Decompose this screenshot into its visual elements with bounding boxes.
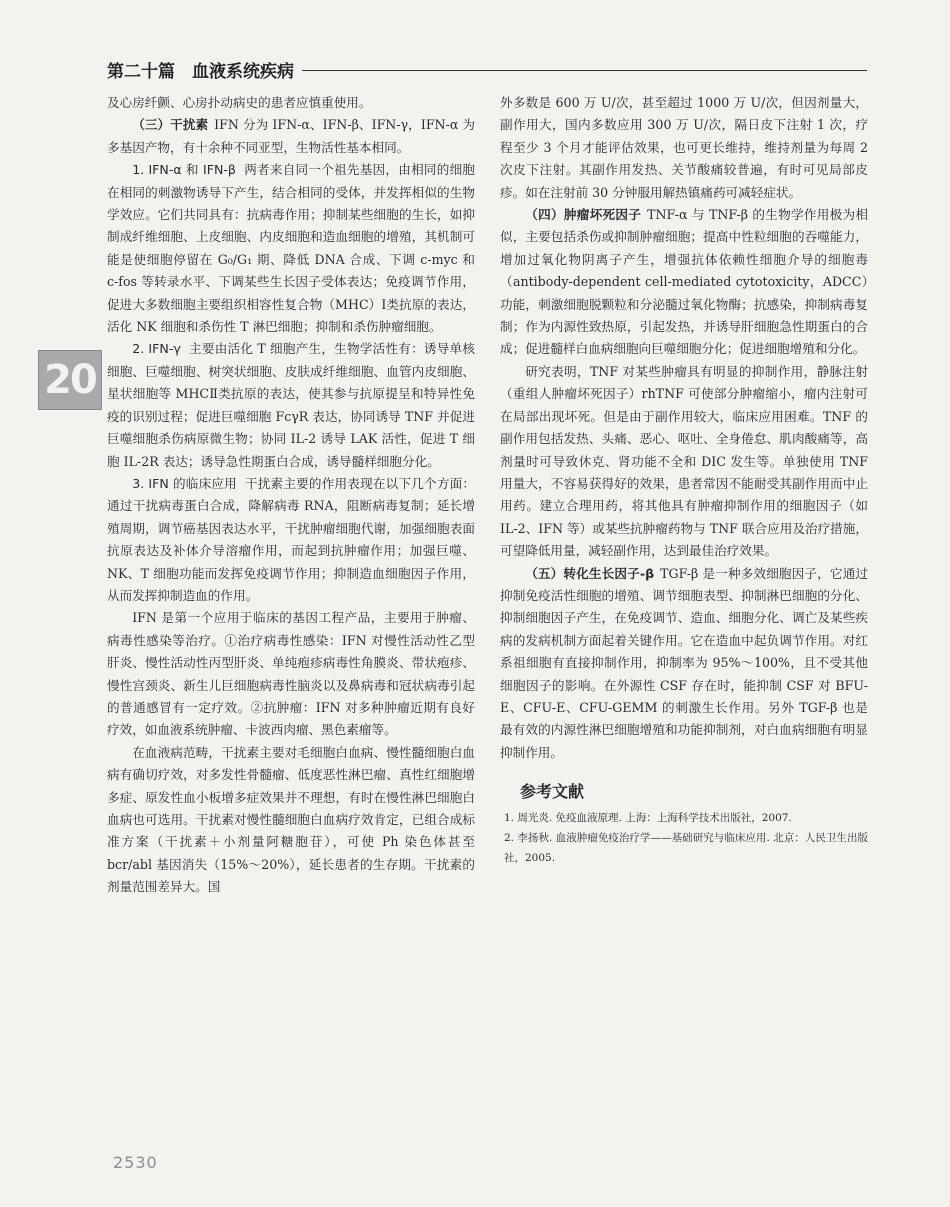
chapter-tab: 20: [38, 350, 102, 410]
page-header: [107, 56, 867, 82]
section-title: 第二十篇 血液系统疾病: [107, 61, 294, 82]
subsection-heading: （四）肿瘤坏死因子: [525, 207, 642, 223]
subsection-heading: （五）转化生长因子-β: [525, 565, 655, 581]
right-column: [500, 92, 868, 868]
paragraph: （四）肿瘤坏死因子 TNF-α 与 TNF-β 的生物学作用极为相似，主要包括杀伤或抑制肿瘤细胞；提高中性粒细胞的吞噬能力，增加过氧化物阴离子产生，增强抗体依赖性细胞介导的细胞毒（antibody-dependent cell-mediated cytotoxicity，ADCC）功能，刺激细胞脱颗粒和分泌髓过氧化物酶；抗感染，抑制病毒复制；作为内源性致热原，引起发热，并诱导肝细胞急性期蛋白的合成；促进髓样白血病细胞向巨噬细胞分化；促进细胞增殖和分化。: [500, 207, 868, 357]
left-column: [107, 92, 475, 899]
reference-item: 2. 李扬秋. 血液肿瘤免疫治疗学——基础研究与临床应用. 北京：人民卫生出版社，2005.: [504, 832, 868, 865]
subsection-heading: 2. IFN-γ: [132, 341, 181, 357]
paragraph: 研究表明，TNF 对某些肿瘤具有明显的抑制作用，静脉注射（重组人肿瘤坏死因子）rhTNF 可使部分肿瘤缩小，瘤内注射可在局部出现坏死。但是由于副作用较大，临床应用困难。TNF 的副作用包括发热、头痛、恶心、呕吐、全身倦怠、肌肉酸痛等，高剂量时可导致休克、肾功能不全和 DIC 发生等。单独使用 TNF 用量大，不容易获得好的效果，患者常因不能耐受其副作用而中止用药。建立合理用药，将其他具有肿瘤抑制作用的细胞因子（如 IL-2、IFN 等）或某些抗肿瘤药物与 TNF 联合应用及治疗措施，可望降低用量，减轻副作用，达到最佳治疗效果。: [500, 363, 868, 559]
paragraph: 在血液病范畴，干扰素主要对毛细胞白血病、慢性髓细胞白血病有确切疗效，对多发性骨髓瘤、低度恶性淋巴瘤、真性红细胞增多症、原发性血小板增多症效果并不理想，有时在慢性淋巴细胞白血病也可选用。干扰素对慢性髓细胞白血病疗效肯定，已组合成标准方案（干扰素＋小剂量阿糖胞苷），可使 Ph 染色体甚至 bcr/abl 基因消失（15%～20%），延长患者的生存期。干扰素的剂量范围差异大。国: [107, 744, 475, 895]
subsection-heading: 1. IFN-α 和 IFN-β: [132, 162, 236, 178]
paragraph: 1. IFN-α 和 IFN-β 两者来自同一个祖先基因，由相同的细胞在相同的刺激物诱导下产生，结合相同的受体，并发挥相似的生物学效应。它们共同具有：抗病毒作用；抑制某些细胞的生长，如抑制成纤维细胞、上皮细胞、内皮细胞和造血细胞的增殖，其机制可能是使细胞停留在 G₀/G₁ 期、降低 DNA 合成、下调 c-myc 和 c-fos 等转录水平、下调某些生长因子受体表达；免疫调节作用，促进大多数细胞主要组织相容性复合物（MHC）Ⅰ类抗原的表达，活化 NK 细胞和杀伤性 T 淋巴细胞；抑制和杀伤肿瘤细胞。: [107, 162, 476, 335]
paragraph: 3. IFN 的临床应用 干扰素主要的作用表现在以下几个方面：通过干扰病毒蛋白合成，降解病毒 RNA，阻断病毒复制；延长增殖周期，调节癌基因表达水平，干扰肿瘤细胞代谢，加强细胞表面抗原表达及补体介导溶瘤作用，而起到抗肿瘤作用；加强巨噬、NK、T 细胞功能而发挥免疫调节作用；抑制造血细胞因子作用，从而发挥抑制造血的作用。: [107, 475, 476, 603]
reference-item: 1. 周光炎. 免疫血液原理. 上海：上海科学技术出版社，2007.: [504, 812, 792, 825]
page-number: 2530: [113, 1153, 158, 1172]
header-rule: [302, 70, 867, 71]
paragraph: 及心房纤颤、心房扑动病史的患者应慎重使用。: [107, 95, 372, 110]
references-heading: 参考文献: [520, 782, 585, 802]
paragraph: （三）干扰素 IFN 分为 IFN-α、IFN-β、IFN-γ，IFN-α 为多基因产物，有十余种不同亚型，生物活性基本相同。: [107, 117, 476, 155]
paragraph: （五）转化生长因子-β TGF-β 是一种多效细胞因子，它通过抑制免疫活性细胞的增殖、调节细胞表型、抑制淋巴细胞的分化、抑制细胞因子产生，在免疫调节、造血、细胞分化、调亡及某些疾病的发病机制方面起着关键作用。它在造血中起负调节作用。对红系祖细胞有直接抑制作用，抑制率为 95%～100%，且不受其他细胞因子的影响。在外源性 CSF 存在时，能抑制 CSF 对 BFU-E、CFU-E、CFU-GEMM 的刺激生长作用。另外 TGF-β 也是最有效的内源性淋巴细胞增殖和功能抑制剂，对白血病细胞有明显抑制作用。: [500, 565, 868, 760]
paragraph: 外多数是 600 万 U/次，甚至超过 1000 万 U/次，但因剂量大，副作用大，国内多数应用 300 万 U/次，隔日皮下注射 1 次，疗程至少 3 个月才能评估效果，也可更长维持，维持剂量为每周 2 次皮下注射。其副作用发热、关节酸痛较普遍，有时可见局部皮疹。如在注射前 30 分钟服用解热镇痛药可减轻症状。: [500, 95, 868, 200]
subsection-heading: 3. IFN 的临床应用: [132, 475, 237, 491]
subsection-heading: （三）干扰素: [132, 117, 209, 133]
paragraph: 2. IFN-γ 主要由活化 T 细胞产生，生物学活性有：诱导单核细胞、巨噬细胞、树突状细胞、皮肤成纤维细胞、血管内皮细胞、星状细胞等 MHCⅡ类抗原的表达，使其参与抗原提呈和特异性免疫的识别过程；促进巨噬细胞 FcγR 表达，协同诱导 TNF 并促进巨噬细胞杀伤病原微生物；协同 IL-2 诱导 LAK 活性，促进 T 细胞 IL-2R 表达；诱导急性期蛋白合成，诱导髓样细胞分化。: [107, 341, 475, 469]
paragraph: IFN 是第一个应用于临床的基因工程产品，主要用于肿瘤、病毒性感染等治疗。①治疗病毒性感染：IFN 对慢性活动性乙型肝炎、慢性活动性丙型肝炎、单纯疱疹病毒性角膜炎、带状疱疹、慢性宫颈炎、新生儿巨细胞病毒性脑炎以及鼻病毒和冠状病毒引起的普通感冒有一定疗效。②抗肿瘤：IFN 对多种肿瘤近期有良好疗效，如血液系统肿瘤、卡波西肉瘤、黑色素瘤等。: [107, 610, 475, 738]
